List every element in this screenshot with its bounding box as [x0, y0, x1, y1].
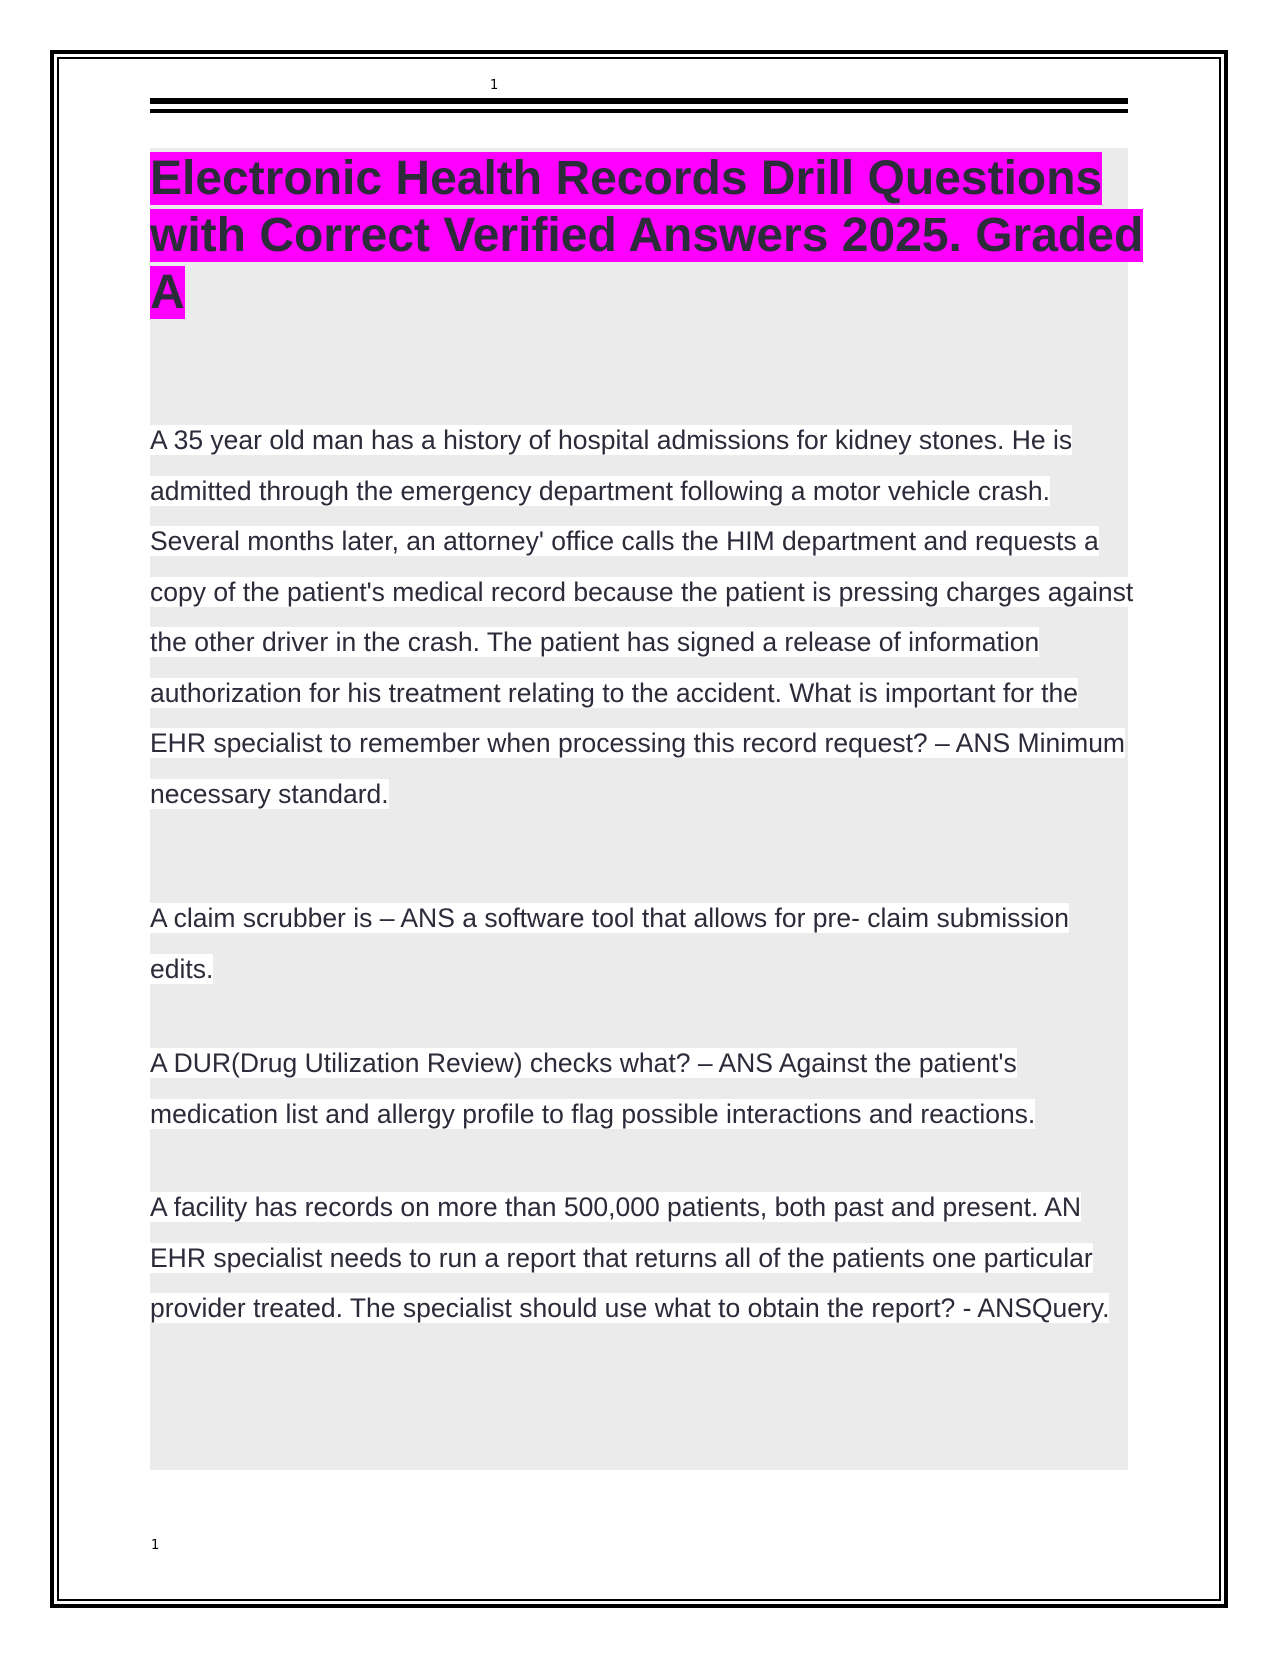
- qa-item-text: A facility has records on more than 500,000 patients, both past and present. AN EHR specialist needs to run a report that returns all of the patients one particular provider treated. The specialist should use what to obtain the report? - ANSQuery.: [150, 1192, 1110, 1323]
- qa-item: [150, 1038, 1135, 1139]
- header-rule-thick: [150, 98, 1128, 104]
- qa-item: [150, 893, 1135, 994]
- qa-item-text: A DUR(Drug Utilization Review) checks what? – ANS Against the patient's medication list and allergy profile to flag possible interactions and reactions.: [150, 1048, 1036, 1129]
- qa-item-text: A claim scrubber is – ANS a software tool that allows for pre- claim submission edits.: [150, 903, 1070, 984]
- qa-item: [150, 415, 1135, 819]
- header-page-number: 1: [490, 78, 499, 93]
- document-title-text: Electronic Health Records Drill Questions with Correct Verified Answers 2025. Graded A: [150, 152, 1144, 319]
- footer-page-number: 1: [151, 1538, 160, 1553]
- qa-item-text: A 35 year old man has a history of hospital admissions for kidney stones. He is admitted through the emergency department following a motor vehicle crash. Several months later, an attorney' office calls the HIM department and requests a copy of the patient's medical record because the patient is pressing charges against the other driver in the crash. The patient has signed a release of information authorization for his treatment relating to the accident. What is important for the EHR specialist to remember when processing this record request? – ANS Minimum necessary standard.: [150, 425, 1134, 809]
- document-title: [150, 150, 1150, 321]
- header-rule-thin: [150, 109, 1128, 113]
- qa-item: [150, 1182, 1135, 1334]
